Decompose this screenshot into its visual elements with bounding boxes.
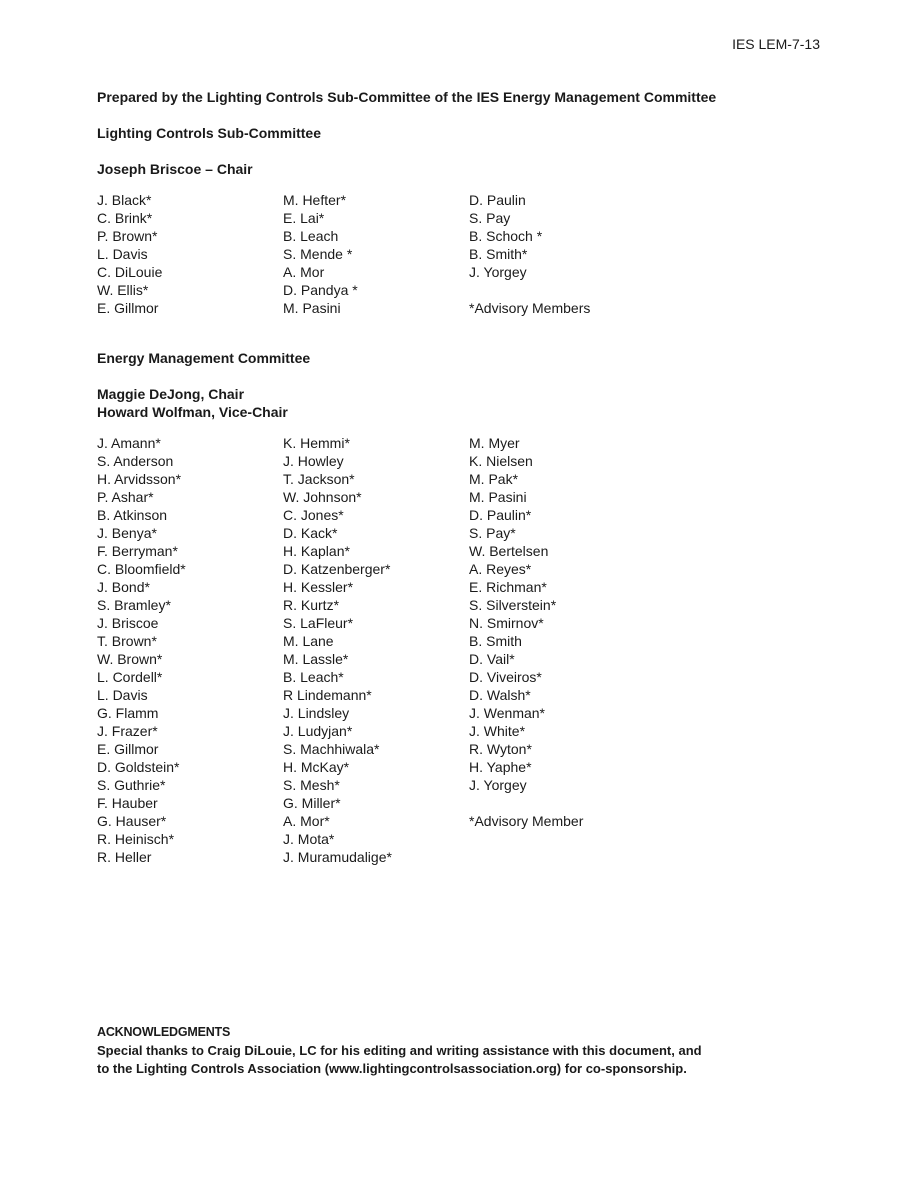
member-name: J. Frazer* <box>97 723 158 739</box>
member-name: S. Guthrie* <box>97 777 166 793</box>
member-name: P. Ashar* <box>97 489 154 505</box>
acknowledgments-line: to the Lighting Controls Association (www.lightingcontrolsassociation.org) for co-sponsorship. <box>97 1061 687 1076</box>
member-name: J. Briscoe <box>97 615 159 631</box>
member-name: B. Schoch * <box>469 228 543 244</box>
member-name: F. Berryman* <box>97 543 178 559</box>
member-name: R. Wyton* <box>469 741 532 757</box>
committee-member-list <box>97 434 655 866</box>
member-name: W. Ellis* <box>97 282 149 298</box>
member-name: D. Goldstein* <box>97 759 180 775</box>
member-name: W. Bertelsen <box>469 543 549 559</box>
member-name: R Lindemann* <box>283 687 372 703</box>
member-name: J. Ludyjan* <box>283 723 353 739</box>
member-name: G. Flamm <box>97 705 159 721</box>
member-name: B. Smith* <box>469 246 528 262</box>
acknowledgments-title: ACKNOWLEDGMENTS <box>97 1025 231 1039</box>
member-name: T. Jackson* <box>283 471 355 487</box>
member-name: M. Pak* <box>469 471 519 487</box>
committee-vice-chair: Howard Wolfman, Vice-Chair <box>97 404 288 420</box>
subcommittee-column-2 <box>283 191 469 317</box>
member-name: J. Lindsley <box>283 705 350 721</box>
advisory-note: *Advisory Members <box>469 300 591 316</box>
blank-row <box>469 794 655 812</box>
member-name: J. Yorgey <box>469 777 527 793</box>
member-name: D. Vail* <box>469 651 515 667</box>
member-name: M. Lassle* <box>283 651 349 667</box>
member-name: M. Lane <box>283 633 334 649</box>
member-name: S. Anderson <box>97 453 174 469</box>
member-name: R. Heinisch* <box>97 831 175 847</box>
member-name: S. Mende * <box>283 246 353 262</box>
member-name: R. Kurtz* <box>283 597 340 613</box>
subcommittee-chair: Joseph Briscoe – Chair <box>97 161 253 177</box>
member-name: R. Heller <box>97 849 152 865</box>
member-name: B. Leach* <box>283 669 344 685</box>
member-name: J. Benya* <box>97 525 157 541</box>
member-name: J. Howley <box>283 453 344 469</box>
member-name: E. Lai* <box>283 210 325 226</box>
member-name: S. Mesh* <box>283 777 340 793</box>
member-name: S. Silverstein* <box>469 597 557 613</box>
member-name: D. Paulin <box>469 192 526 208</box>
member-name: W. Johnson* <box>283 489 362 505</box>
member-name: F. Hauber <box>97 795 158 811</box>
member-name: K. Nielsen <box>469 453 533 469</box>
committee-column-1 <box>97 434 283 866</box>
document-id: IES LEM-7-13 <box>732 36 820 52</box>
member-name: N. Smirnov* <box>469 615 544 631</box>
advisory-note: *Advisory Member <box>469 813 584 829</box>
subcommittee-column-3 <box>469 191 655 317</box>
member-name: G. Hauser* <box>97 813 167 829</box>
member-name: D. Paulin* <box>469 507 532 523</box>
member-name: B. Leach <box>283 228 339 244</box>
committee-heading: Energy Management Committee <box>97 350 311 366</box>
member-name: S. Pay <box>469 210 511 226</box>
committee-chair: Maggie DeJong, Chair <box>97 386 245 402</box>
member-name: J. Muramudalige* <box>283 849 392 865</box>
subcommittee-column-1 <box>97 191 283 317</box>
member-name: A. Reyes* <box>469 561 532 577</box>
member-name: J. Yorgey <box>469 264 527 280</box>
member-name: B. Smith <box>469 633 522 649</box>
member-name: L. Davis <box>97 246 148 262</box>
committee-column-2 <box>283 434 469 866</box>
member-name: J. White* <box>469 723 526 739</box>
member-name: A. Mor* <box>283 813 330 829</box>
member-name: J. Mota* <box>283 831 335 847</box>
member-name: L. Cordell* <box>97 669 163 685</box>
member-name: H. Kessler* <box>283 579 354 595</box>
member-name: M. Hefter* <box>283 192 347 208</box>
blank-row <box>469 281 655 299</box>
member-name: H. Kaplan* <box>283 543 350 559</box>
acknowledgments-line: Special thanks to Craig DiLouie, LC for his editing and writing assistance with this document, and <box>97 1043 702 1058</box>
member-name: D. Katzenberger* <box>283 561 391 577</box>
member-name: C. Jones* <box>283 507 344 523</box>
member-name: S. Bramley* <box>97 597 171 613</box>
member-name: D. Viveiros* <box>469 669 542 685</box>
member-name: D. Pandya * <box>283 282 358 298</box>
member-name: H. McKay* <box>283 759 350 775</box>
member-name: M. Myer <box>469 435 520 451</box>
member-name: H. Yaphe* <box>469 759 532 775</box>
member-name: J. Black* <box>97 192 152 208</box>
member-name: S. Pay* <box>469 525 516 541</box>
member-name: E. Gillmor <box>97 300 159 316</box>
prepared-by-statement: Prepared by the Lighting Controls Sub-Committee of the IES Energy Management Committee <box>97 89 717 105</box>
member-name: S. Machhiwala* <box>283 741 380 757</box>
member-name: T. Brown* <box>97 633 157 649</box>
member-name: J. Bond* <box>97 579 150 595</box>
member-name: A. Mor <box>283 264 325 280</box>
member-name: W. Brown* <box>97 651 163 667</box>
acknowledgments-section <box>97 1024 797 1078</box>
subcommittee-heading: Lighting Controls Sub-Committee <box>97 125 321 141</box>
member-name: K. Hemmi* <box>283 435 350 451</box>
acknowledgments-text <box>97 1042 797 1078</box>
member-name: E. Gillmor <box>97 741 159 757</box>
member-name: J. Amann* <box>97 435 161 451</box>
member-name: G. Miller* <box>283 795 341 811</box>
member-name: H. Arvidsson* <box>97 471 182 487</box>
member-name: M. Pasini <box>283 300 341 316</box>
member-name: S. LaFleur* <box>283 615 354 631</box>
member-name: D. Walsh* <box>469 687 531 703</box>
member-name: C. Brink* <box>97 210 153 226</box>
member-name: M. Pasini <box>469 489 527 505</box>
member-name: C. Bloomfield* <box>97 561 186 577</box>
member-name: J. Wenman* <box>469 705 545 721</box>
member-name: B. Atkinson <box>97 507 168 523</box>
member-name: P. Brown* <box>97 228 158 244</box>
member-name: E. Richman* <box>469 579 547 595</box>
member-name: L. Davis <box>97 687 148 703</box>
member-name: C. DiLouie <box>97 264 163 280</box>
member-name: D. Kack* <box>283 525 338 541</box>
subcommittee-member-list <box>97 191 655 317</box>
committee-column-3 <box>469 434 655 866</box>
